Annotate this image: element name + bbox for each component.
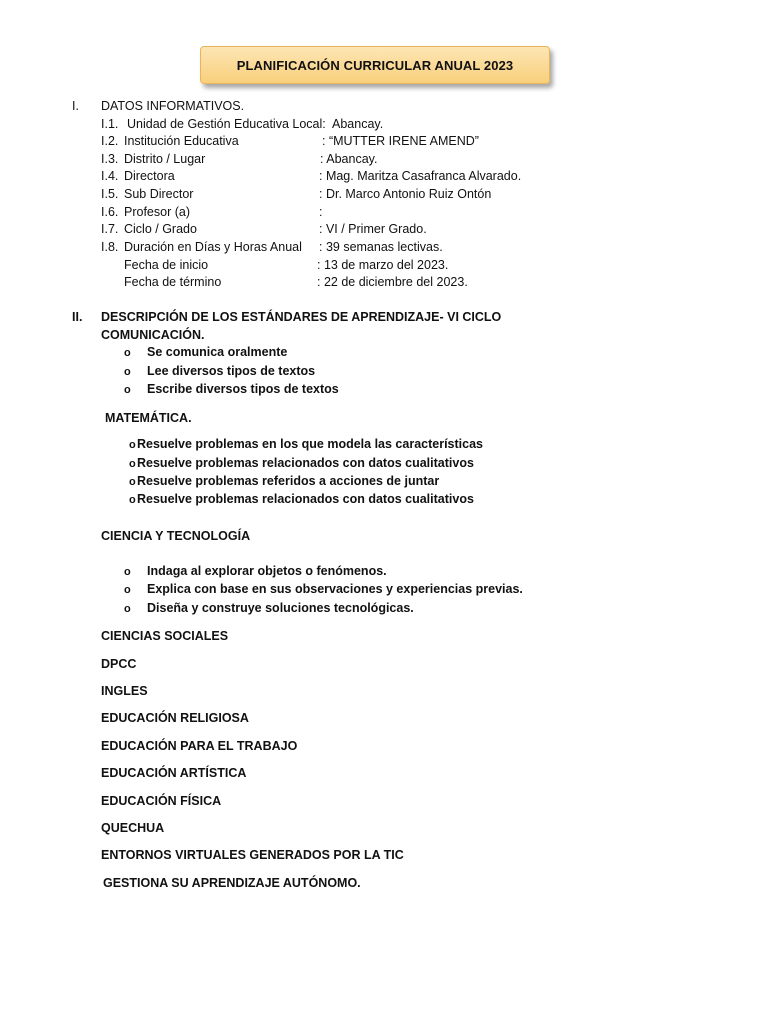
info-label-5: Sub Director bbox=[124, 187, 194, 201]
area-educacion-religiosa: EDUCACIÓN RELIGIOSA bbox=[101, 711, 249, 725]
comunicacion-heading: COMUNICACIÓN. bbox=[101, 328, 205, 342]
bullet-glyph: o bbox=[129, 439, 136, 451]
matematica-item-3: Resuelve problemas referidos a acciones de juntar bbox=[137, 474, 440, 488]
info-code-2: I.2. bbox=[101, 134, 119, 148]
info-label-6: Profesor (a) bbox=[124, 205, 190, 219]
comunicacion-item-1: Se comunica oralmente bbox=[147, 345, 288, 359]
info-label-8: Duración en Días y Horas Anual bbox=[124, 240, 302, 254]
info-value-3: : Abancay. bbox=[320, 152, 378, 166]
ciencia-heading: CIENCIA Y TECNOLOGÍA bbox=[101, 529, 251, 543]
info-value-8: : 39 semanas lectivas. bbox=[319, 240, 443, 254]
bullet-glyph: o bbox=[124, 347, 131, 359]
bullet-glyph: o bbox=[124, 384, 131, 396]
info-label-1: Unidad de Gestión Educativa Local: bbox=[127, 117, 326, 131]
info-value-6: : bbox=[319, 205, 323, 219]
info-code-1: I.1. bbox=[101, 117, 119, 131]
bullet-glyph: o bbox=[129, 458, 136, 470]
info-value-end-date: : 22 de diciembre del 2023. bbox=[317, 275, 468, 289]
ciencia-item-2: Explica con base en sus observaciones y experiencias previas. bbox=[147, 582, 523, 596]
info-code-4: I.4. bbox=[101, 169, 119, 183]
bullet-glyph: o bbox=[124, 366, 131, 378]
info-label-7: Ciclo / Grado bbox=[124, 222, 197, 236]
info-label-start-date: Fecha de inicio bbox=[124, 258, 209, 272]
info-code-3: I.3. bbox=[101, 152, 119, 166]
info-value-2: : “MUTTER IRENE AMEND” bbox=[322, 134, 479, 148]
matematica-item-4: Resuelve problemas relacionados con datos cualitativos bbox=[137, 492, 474, 506]
area-educacion-artistica: EDUCACIÓN ARTÍSTICA bbox=[101, 766, 247, 780]
info-label-4: Directora bbox=[124, 169, 175, 183]
section-2-heading: DESCRIPCIÓN DE LOS ESTÁNDARES DE APRENDIZAJE- VI CICLO bbox=[101, 310, 502, 324]
bullet-glyph: o bbox=[129, 476, 136, 488]
comunicacion-item-3: Escribe diversos tipos de textos bbox=[147, 382, 339, 396]
bullet-glyph: o bbox=[129, 494, 136, 506]
info-value-5: : Dr. Marco Antonio Ruiz Ontón bbox=[319, 187, 492, 201]
area-educacion-fisica: EDUCACIÓN FÍSICA bbox=[101, 794, 222, 808]
area-educacion-trabajo: EDUCACIÓN PARA EL TRABAJO bbox=[101, 739, 298, 753]
matematica-heading: MATEMÁTICA. bbox=[105, 411, 192, 425]
document-title: PLANIFICACIÓN CURRICULAR ANUAL 2023 bbox=[200, 46, 550, 84]
ciencia-item-3: Diseña y construye soluciones tecnológicas. bbox=[147, 601, 414, 615]
matematica-item-1: Resuelve problemas en los que modela las características bbox=[137, 437, 483, 451]
area-ingles: INGLES bbox=[101, 684, 148, 698]
matematica-item-2: Resuelve problemas relacionados con datos cualitativos bbox=[137, 456, 474, 470]
bullet-glyph: o bbox=[124, 603, 131, 615]
comunicacion-item-2: Lee diversos tipos de textos bbox=[147, 364, 316, 378]
info-value-7: : VI / Primer Grado. bbox=[319, 222, 427, 236]
info-value-4: : Mag. Maritza Casafranca Alvarado. bbox=[319, 169, 522, 183]
info-code-5: I.5. bbox=[101, 187, 119, 201]
info-code-7: I.7. bbox=[101, 222, 119, 236]
bullet-glyph: o bbox=[124, 566, 131, 578]
area-dpcc: DPCC bbox=[101, 657, 137, 671]
area-quechua: QUECHUA bbox=[101, 821, 165, 835]
info-label-2: Institución Educativa bbox=[124, 134, 239, 148]
section-2-numeral: II. bbox=[72, 310, 83, 324]
ciencia-item-1: Indaga al explorar objetos o fenómenos. bbox=[147, 564, 387, 578]
info-code-8: I.8. bbox=[101, 240, 119, 254]
info-code-6: I.6. bbox=[101, 205, 119, 219]
info-value-1: Abancay. bbox=[332, 117, 384, 131]
bullet-glyph: o bbox=[124, 584, 131, 596]
section-1-heading: DATOS INFORMATIVOS. bbox=[101, 99, 245, 113]
info-label-end-date: Fecha de término bbox=[124, 275, 222, 289]
area-ciencias-sociales: CIENCIAS SOCIALES bbox=[101, 629, 229, 643]
area-entornos-virtuales: ENTORNOS VIRTUALES GENERADOS POR LA TIC bbox=[101, 848, 404, 862]
info-value-start-date: : 13 de marzo del 2023. bbox=[317, 258, 449, 272]
area-gestiona-aprendizaje: GESTIONA SU APRENDIZAJE AUTÓNOMO. bbox=[103, 876, 361, 890]
section-1-numeral: I. bbox=[72, 99, 79, 113]
info-label-3: Distrito / Lugar bbox=[124, 152, 206, 166]
